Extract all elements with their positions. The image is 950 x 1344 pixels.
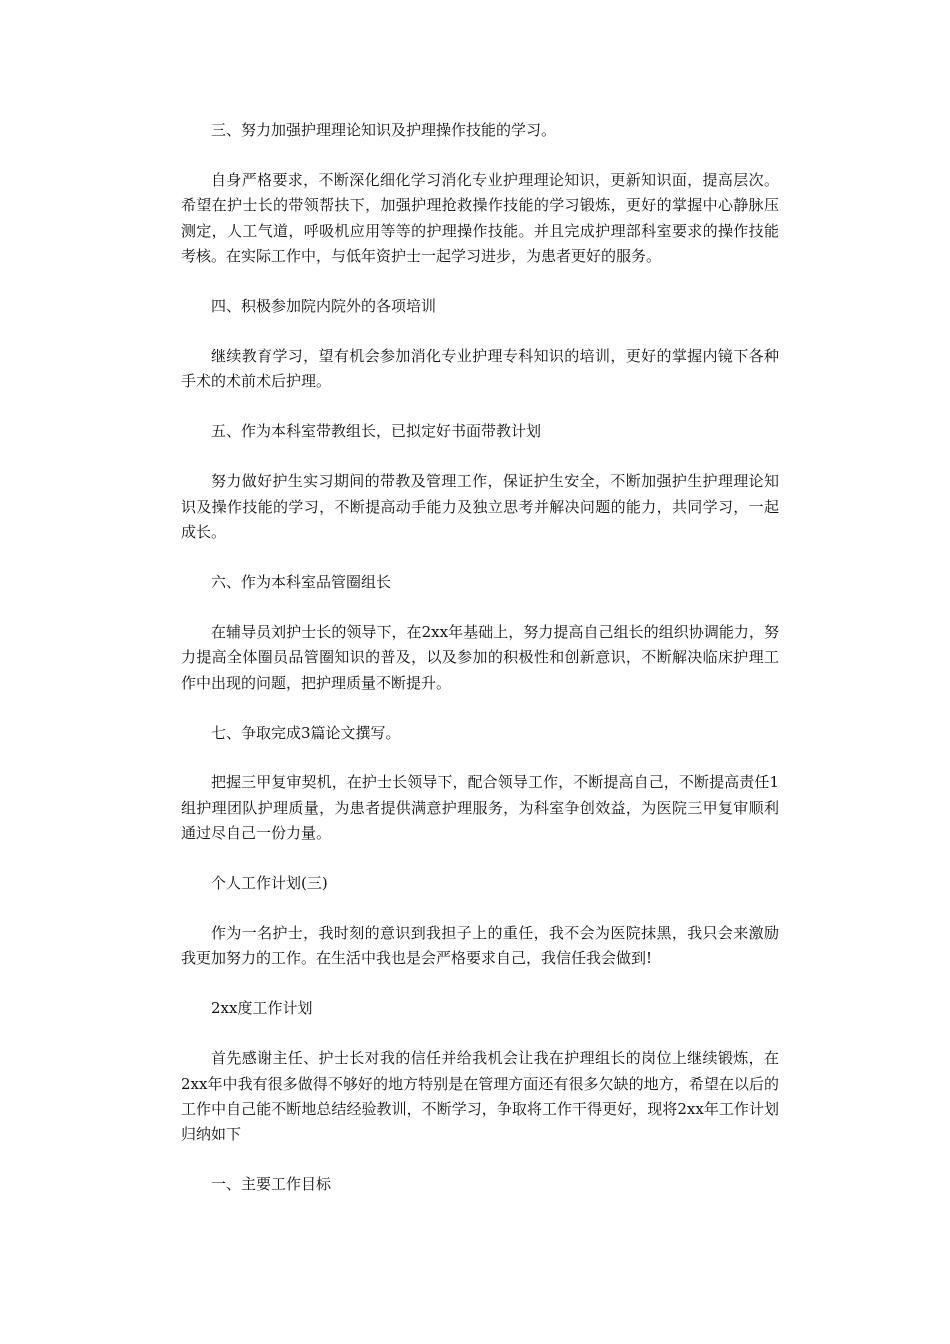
paragraph-intro: 作为一名护士，我时刻的意识到我担子上的重任，我不会为医院抹黑，我只会来激励我更加努力的工作。在生活中我也是会严格要求自己，我信任我会做到! bbox=[181, 924, 779, 968]
section-heading-6: 六、作为本科室品管圈组长 bbox=[211, 572, 392, 591]
paragraph-study: 自身严格要求，不断深化细化学习消化专业护理理论知识，更新知识面，提高层次。希望在护士长的带领帮扶下，加强护理抢救操作技能的学习锻炼，更好的掌握中心静脉压测定，人工气道，呼吸机应用等等的护理操作技能。并且完成护理部科室要求的操作技能考核。在实际工作中，与低年资护士一起学习进步，为患者更好的服务。 bbox=[181, 170, 779, 266]
paragraph-thanks: 首先感谢主任、护士长对我的信任并给我机会让我在护理组长的岗位上继续锻炼，在2xx年中我有很多做得不够好的地方特别是在管理方面还有很多欠缺的地方，希望在以后的工作中自己能不断地总结经验教训，不断学习，争取将工作干得更好，现将2xx年工作计划归纳如下 bbox=[181, 1049, 779, 1144]
annual-plan-heading: 2xx度工作计划 bbox=[211, 999, 313, 1018]
paragraph-quality-circle: 在辅导员刘护士长的领导下，在2xx年基础上，努力提高自己组长的组织协调能力，努力提高全体圈员品管圈知识的普及，以及参加的积极性和创新意识，不断解决临床护理工作中出现的问题，把护理质量不断提升。 bbox=[181, 622, 779, 692]
section-heading-5: 五、作为本科室带教组长，已拟定好书面带教计划 bbox=[211, 422, 542, 441]
section-heading-4: 四、积极参加院内院外的各项培训 bbox=[211, 297, 437, 316]
paragraph-review: 把握三甲复审契机，在护士长领导下，配合领导工作，不断提高自己，不断提高责任1组护理团队护理质量，为患者提供满意护理服务，为科室争创效益，为医院三甲复审顺利通过尽自己一份力量。 bbox=[181, 773, 779, 843]
document-page bbox=[181, 118, 779, 1222]
section-heading-1: 一、主要工作目标 bbox=[211, 1175, 332, 1194]
section-heading-7: 七、争取完成3篇论文撰写。 bbox=[211, 723, 401, 742]
plan-title: 个人工作计划(三) bbox=[211, 874, 328, 893]
section-heading-3: 三、努力加强护理理论知识及护理操作技能的学习。 bbox=[211, 121, 557, 139]
paragraph-training: 继续教育学习，望有机会参加消化专业护理专科知识的培训，更好的掌握内镜下各种手术的术前术后护理。 bbox=[181, 346, 779, 391]
paragraph-teaching: 努力做好护生实习期间的带教及管理工作，保证护生安全，不断加强护生护理理论知识及操作技能的学习，不断提高动手能力及独立思考并解决问题的能力，共同学习，一起成长。 bbox=[181, 472, 779, 541]
